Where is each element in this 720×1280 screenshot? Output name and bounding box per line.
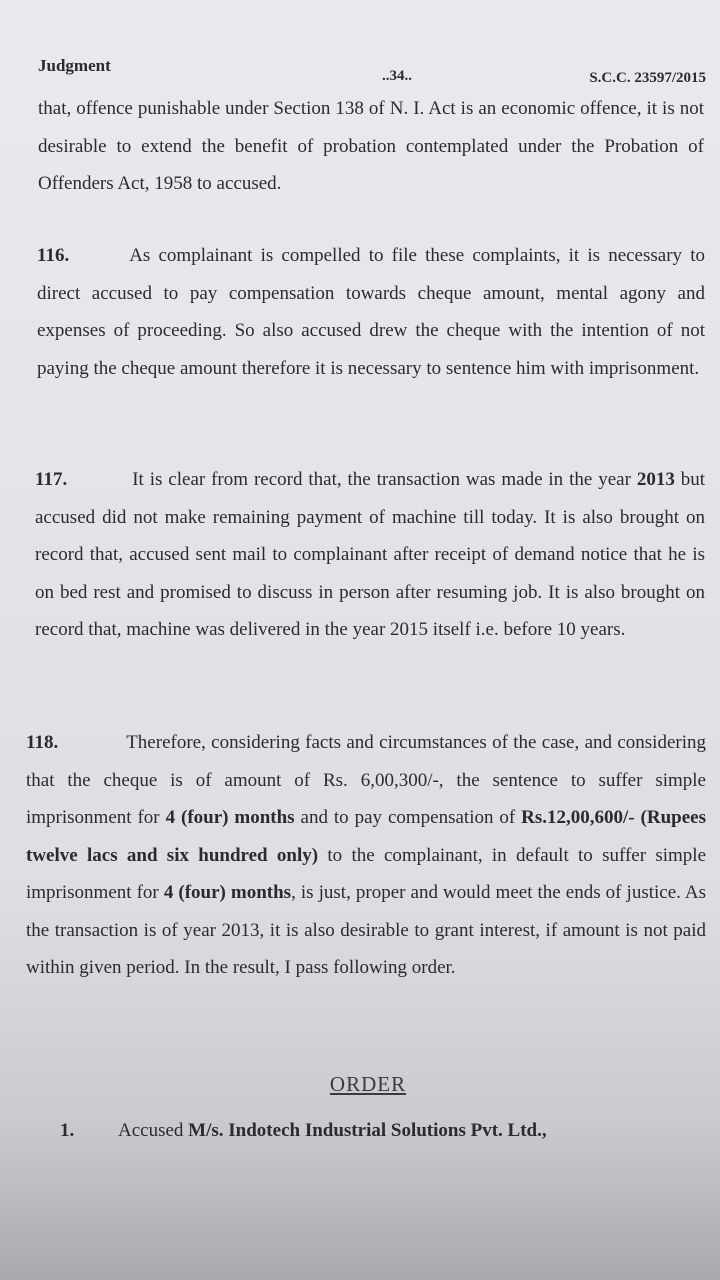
paragraph-118-text-1: Therefore, considering facts and circumstances of the case, and considering that the cheque is of amount of Rs. 6,00,300/-, the sentence to suffer simple imprisonment for [26,732,706,828]
order-item-1-number: 1. [60,1120,75,1141]
order-item-1-name: M/s. Indotech Industrial Solutions Pvt. Ltd., [188,1120,547,1141]
header-case-number: S.C.C. 23597/2015 [589,70,706,86]
paragraph-intro-text: that, offence punishable under Section 138 of N. I. Act is an economic offence, it is not desirable to extend the benefit of probation contemplated under the Probation of Offenders Act, 1958 to accused. [38,98,704,194]
order-item-1 [60,1120,700,1142]
header-judgment: Judgment [38,56,111,75]
paragraph-intro [38,90,704,203]
paragraph-118-text-2: and to pay compensation of [294,807,522,828]
paragraph-118 [26,724,706,987]
paragraph-117-number: 117. [35,469,68,490]
order-heading: ORDER [329,1072,407,1096]
paragraph-118-bold-2: Rs.12,00,600/- (Rupees twelve lacs and six hundred only) [26,807,706,866]
paragraph-117-text-2: but accused did not make remaining payment of machine till today. It is also brought on record that, accused sent mail to complainant after receipt of demand notice that he is on bed rest and promised to discuss in person after resuming job. It is also brought on record that, machine was delivered in the year 2015 itself i.e. before 10 years. [35,469,705,640]
paragraph-118-bold-3: 4 (four) months [163,882,292,903]
header-page-number: ..34.. [382,68,412,84]
paragraph-117-text-1: It is clear from record that, the transaction was made in the year [132,469,637,490]
paragraph-116-text: As complainant is compelled to file these complaints, it is necessary to direct accused to pay compensation towards cheque amount, mental agony and expenses of proceeding. So also accused drew the cheque with the intention of not paying the cheque amount therefore it is necessary to sentence him with imprisonment. [37,245,705,379]
order-item-1-prefix: Accused [118,1120,189,1141]
paragraph-116 [37,237,705,387]
paragraph-118-text-4: , is just, proper and would meet the ends of justice. As the transaction is of year 2013, it is also desirable to grant interest, if amount is not paid within given period. In the result, I pass following order. [26,882,707,978]
paragraph-118-number: 118. [26,732,59,753]
paragraph-117-year: 2013 [636,469,675,490]
paragraph-118-text-3: to the complainant, in default to suffer simple imprisonment for [26,844,707,903]
paragraph-117 [35,461,705,649]
paragraph-116-number: 116. [37,245,70,266]
paragraph-118-bold-1: 4 (four) months [165,807,295,828]
